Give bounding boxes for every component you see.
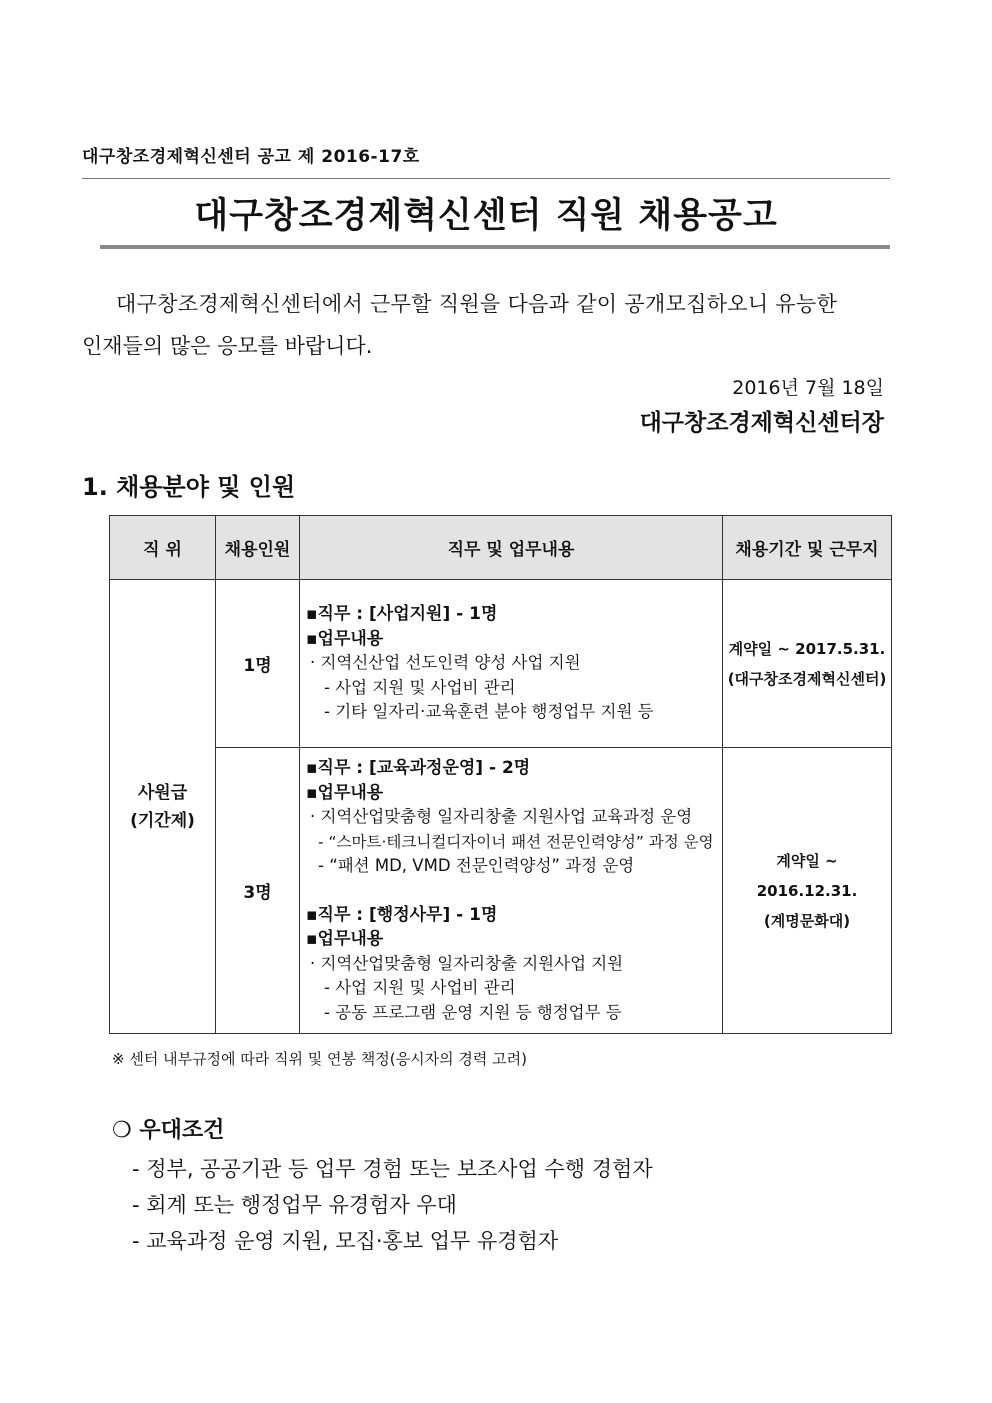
duty-label: ▪업무내용 bbox=[306, 929, 384, 949]
duty-detail: - “패션 MD, VMD 전문인력양성” 과정 운영 bbox=[318, 856, 635, 875]
position-type: (기간제) bbox=[130, 810, 195, 831]
duty-detail: - 사업 지원 및 사업비 관리 bbox=[324, 978, 516, 997]
header-duties: 직무 및 업무내용 bbox=[300, 516, 723, 580]
position-cell bbox=[110, 580, 216, 1034]
header-count: 채용인원 bbox=[216, 516, 300, 580]
header-period: 채용기간 및 근무지 bbox=[723, 516, 892, 580]
list-item: - 교육과정 운영 지원, 모집·홍보 업무 유경험자 bbox=[132, 1229, 559, 1253]
duties-cell bbox=[300, 748, 723, 1034]
header-thick-rule bbox=[100, 245, 890, 249]
duty-item: · 지역산업맞춤형 일자리창출 지원사업 교육과정 운영 bbox=[310, 807, 693, 826]
table-header-row bbox=[110, 516, 892, 580]
period-dates: 계약일 ~ 2017.5.31. bbox=[728, 639, 886, 658]
duty-job: ▪직무 : [행정사무] - 1명 bbox=[306, 904, 498, 925]
period-location: (계명문화대) bbox=[763, 911, 851, 930]
count-cell: 3명 bbox=[216, 748, 300, 1034]
intro-paragraph bbox=[82, 283, 910, 367]
duty-item: · 지역신산업 선도인력 양성 사업 지원 bbox=[310, 653, 581, 673]
table-row bbox=[110, 748, 892, 1034]
duty-spacer bbox=[306, 879, 718, 903]
list-item: - 회계 또는 행정업무 유경험자 우대 bbox=[132, 1193, 457, 1217]
duty-item: · 지역산업맞춤형 일자리창출 지원사업 지원 bbox=[310, 953, 624, 973]
period-cell bbox=[723, 580, 892, 748]
duty-job: ▪직무 : [사업지원] - 1명 bbox=[306, 604, 498, 625]
duty-detail: - 기타 일자리·교육훈련 분야 행정업무 지원 등 bbox=[324, 702, 654, 722]
duty-detail: - 공동 프로그램 운영 지원 등 행정업무 등 bbox=[324, 1002, 622, 1022]
duty-detail: - 사업 지원 및 사업비 관리 bbox=[324, 677, 516, 697]
preference-list bbox=[132, 1151, 653, 1259]
page-title: 대구창조경제혁신센터 직원 채용공고 bbox=[194, 196, 778, 236]
section-title-recruitment: 1. 채용분야 및 인원 bbox=[82, 473, 296, 501]
duties-cell bbox=[300, 580, 723, 748]
duty-job: ▪직무 : [교육과정운영] - 2명 bbox=[306, 758, 531, 778]
count-cell: 1명 bbox=[216, 580, 300, 748]
duty-label: ▪업무내용 bbox=[306, 628, 384, 649]
intro-line-2: 인재들의 많은 응모를 바랍니다. bbox=[82, 334, 373, 358]
header-thin-rule bbox=[82, 178, 890, 179]
header-position: 직 위 bbox=[110, 516, 216, 580]
duty-label: ▪업무내용 bbox=[306, 782, 384, 803]
position-title: 사원급 bbox=[137, 782, 188, 803]
period-dates: 계약일 ~ 2016.12.31. bbox=[756, 851, 858, 900]
preference-title: ❍ 우대조건 bbox=[112, 1118, 225, 1143]
intro-line-1: 대구창조경제혁신센터에서 근무할 직원을 다음과 같이 공개모집하오니 유능한 bbox=[116, 292, 838, 316]
table-row bbox=[110, 580, 892, 748]
issuer-name: 대구창조경제혁신센터장 bbox=[639, 410, 884, 436]
recruitment-table bbox=[109, 515, 892, 1034]
period-cell bbox=[723, 748, 892, 1034]
announcement-date: 2016년 7월 18일 bbox=[732, 377, 884, 399]
notice-number: 대구창조경제혁신센터 공고 제 2016-17호 bbox=[82, 147, 420, 167]
table-footnote: ※ 센터 내부규정에 따라 직위 및 연봉 책정(응시자의 경력 고려) bbox=[112, 1050, 527, 1068]
list-item: - 정부, 공공기관 등 업무 경험 또는 보조사업 수행 경험자 bbox=[132, 1157, 653, 1181]
duty-detail: - “스마트·테크니컬디자이너 패션 전문인력양성” 과정 운영 bbox=[318, 832, 714, 851]
period-location: (대구창조경제혁신센터) bbox=[727, 669, 887, 688]
